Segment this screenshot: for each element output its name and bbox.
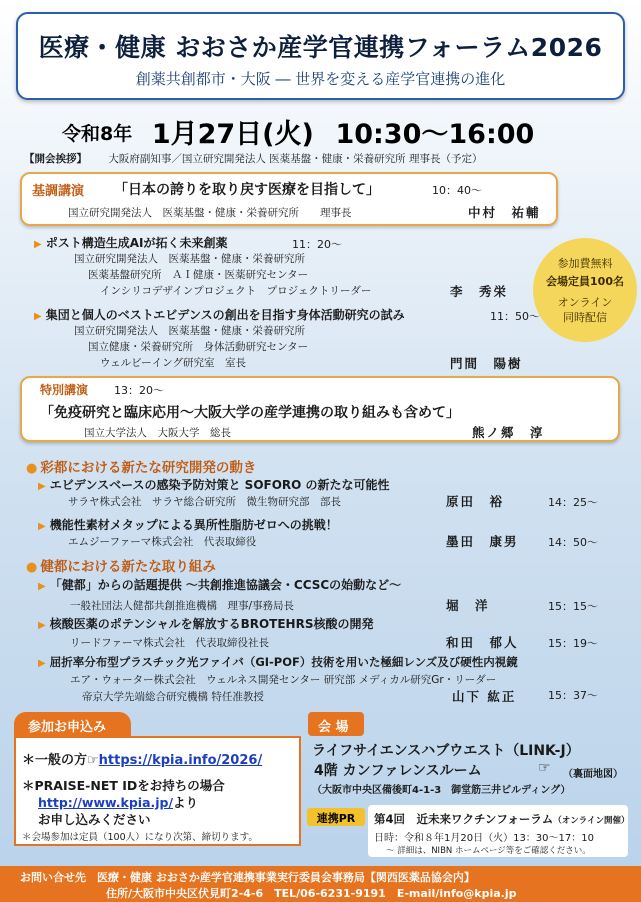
asterisk-icon: ＊ <box>22 753 36 768</box>
title-box <box>16 12 625 100</box>
talk-speaker: 門間 陽樹 <box>450 356 523 371</box>
section-saito <box>26 456 626 550</box>
fee-line1: 参加費無料 <box>557 257 613 270</box>
venue-room: 4階 カンファレンスルーム <box>314 763 482 779</box>
asterisk-icon: ＊ <box>22 778 35 793</box>
item-aff: リードファーマ株式会社 代表取締役社長 <box>70 637 269 649</box>
talk-aff1: 国立研究開発法人 医薬基盤・健康・栄養研究所 <box>74 325 305 337</box>
item-time: 15：37〜 <box>548 689 598 702</box>
pr-tag: 連携PR <box>307 808 365 826</box>
footer-contact: お問い合せ先 医療・健康 おおさか産学官連携事業実行委員会事務局【関西医薬品協会内】 <box>20 871 475 884</box>
pr-date: 日時：令和８年1月20日（火）13：30〜17：10 <box>374 833 594 844</box>
triangle-bullet-icon: ▶ <box>34 239 42 250</box>
apply-tag: 参加お申込み <box>14 712 131 736</box>
venue-address: （大阪市中央区備後町4-1-3 御堂筋三井ビルディング） <box>312 785 571 796</box>
special-lecture-box <box>20 376 620 442</box>
pr-title-note: （オンライン開催） <box>553 816 630 826</box>
talk-physical-activity <box>34 306 594 376</box>
item-title: 核酸医薬のポテンシャルを解放するBROTEHRS核酸の開発 <box>49 617 374 631</box>
page-subtitle: 創薬共創都市・大阪 ― 世界を変える産学官連携の進化 <box>135 70 506 88</box>
item-title: エビデンスベースの感染予防対策と SOFORO の新たな可能性 <box>49 478 390 492</box>
talk-ai-drug <box>34 234 534 304</box>
item-time: 15：19〜 <box>548 637 598 650</box>
special-label: 特別講演 <box>40 383 89 397</box>
special-affiliation: 国立大学法人 大阪大学 総長 <box>84 427 231 439</box>
keynote-speaker: 中村 祐輔 <box>468 205 541 220</box>
apply-note: ＊会場参加は定員（100人）になり次第、締切ります。 <box>22 832 258 843</box>
fee-line2: 会場定員100名 <box>546 275 624 288</box>
pointing-hand-icon: ☞ <box>538 760 551 776</box>
apply-line3: お申し込みください <box>38 812 151 827</box>
pr-detail: 〜 詳細は、NIBN ホームページ等をご確認ください。 <box>386 846 591 856</box>
venue-tag: 会 場 <box>308 712 364 736</box>
apply-url-general[interactable]: https://kpia.info/2026/ <box>98 753 263 768</box>
talk-title: 集団と個人のベストエビデンスの創出を目指す身体活動研究の試み <box>45 308 405 322</box>
keynote-title: 「日本の誇りを取り戻す医療を目指して」 <box>114 182 380 198</box>
venue-map-link[interactable]: （裏面地図） <box>563 769 623 780</box>
keynote-box <box>20 172 558 226</box>
section-heading: 彩都における新たな研究開発の動き <box>40 460 257 476</box>
event-date <box>62 112 622 150</box>
talk-speaker: 李 秀栄 <box>450 284 509 299</box>
keynote-time: 10：40〜 <box>432 184 482 197</box>
apply-url-praise[interactable]: http://www.kpia.jp/ <box>38 795 174 810</box>
pr-title: 第4回 近未来ワクチンフォーラム <box>374 812 554 826</box>
item-title: 「健都」からの話題提供 〜共創推進協議会・CCSCの始動など〜 <box>49 578 402 592</box>
item-aff: エア・ウォーター株式会社 ウェルネス開発センター 研究部 メディカル研究Gr・リーダー <box>70 674 497 686</box>
opening-remarks <box>24 151 624 166</box>
talk-aff1: 国立研究開発法人 医薬基盤・健康・栄養研究所 <box>74 253 305 265</box>
talk-time: 11：20〜 <box>292 238 342 251</box>
circle-bullet-icon: ● <box>26 560 38 575</box>
pr-box <box>368 805 628 857</box>
item-title: 屈折率分布型プラスチック光ファイバ（GI-POF）技術を用いた極細レンズ及び硬性内視鏡 <box>49 655 518 669</box>
venue-name: ライフサイエンスハブウエスト（LINK-J） <box>312 743 580 759</box>
opening-text: 大阪府副知事／国立研究開発法人 医薬基盤・健康・栄養研究所 理事長（予定） <box>108 153 483 165</box>
special-speaker: 熊ノ郷 淳 <box>472 425 545 440</box>
keynote-label: 基調講演 <box>32 184 85 199</box>
fee-line3: オンライン <box>557 296 613 309</box>
item-title: 機能性素材メタップによる異所性脂肪ゼロへの挑戦！ <box>49 518 338 532</box>
fee-line4: 同時配信 <box>563 311 607 324</box>
page-title: 医療・健康 おおさか産学官連携フォーラム2026 <box>38 33 603 62</box>
talk-aff2: 医薬基盤研究所 ＡＩ健康・医薬研究センター <box>88 269 309 281</box>
section-heading: 健都における新たな取り組み <box>40 559 216 575</box>
triangle-bullet-icon: ▶ <box>38 481 46 492</box>
keynote-affiliation: 国立研究開発法人 医薬基盤・健康・栄養研究所 理事長 <box>68 207 352 219</box>
footer <box>0 866 641 902</box>
talk-aff3: ウェルビーイング研究室 室長 <box>100 357 246 369</box>
date-time: 10:30〜16:00 <box>335 119 535 150</box>
special-time: 13：20〜 <box>114 384 164 397</box>
apply-box <box>14 736 301 846</box>
talk-time: 11：50〜 <box>490 310 540 323</box>
item-aff: エムジーファーマ株式会社 代表取締役 <box>68 536 257 548</box>
item-time: 14：50〜 <box>548 536 598 549</box>
triangle-bullet-icon: ▶ <box>38 658 46 669</box>
triangle-bullet-icon: ▶ <box>38 620 46 631</box>
footer-address: 住所/大阪市中央区伏見町2-4-6 TEL/06-6231-9191 E-mail/info@kpia.jp <box>106 887 517 900</box>
talk-aff3: インシリコデザインプロジェクト プロジェクトリーダー <box>100 285 372 297</box>
opening-label: 【開会挨拶】 <box>24 153 87 165</box>
date-day: 1月27日(火) <box>151 119 314 150</box>
item-speaker: 山下 紘正 <box>452 689 517 704</box>
item-time: 15：15〜 <box>548 600 598 613</box>
section-kento <box>26 555 636 705</box>
talk-aff2: 国立健康・栄養研究所 身体活動研究センター <box>88 341 309 353</box>
apply-line2: PRAISE-NET IDをお持ちの場合 <box>34 778 225 793</box>
special-title: 「免疫研究と臨床応用〜大阪大学の産学連携の取り組みも含めて」 <box>40 405 460 421</box>
item-aff: サラヤ株式会社 サラヤ総合研究所 微生物研究部 部長 <box>68 496 341 508</box>
item-aff: 一般社団法人健都共創推進機構 理事/事務局長 <box>70 600 295 612</box>
triangle-bullet-icon: ▶ <box>38 581 46 592</box>
item-speaker: 原田 裕 <box>446 494 505 509</box>
talk-title: ポスト構造生成AIが拓く未来創薬 <box>45 236 228 250</box>
apply-line1: 一般の方☞ <box>35 753 99 768</box>
triangle-bullet-icon: ▶ <box>38 521 46 532</box>
item-aff2: 帝京大学先端総合研究機構 特任准教授 <box>82 691 264 703</box>
venue-info <box>308 738 638 804</box>
item-time: 14：25〜 <box>548 496 598 509</box>
triangle-bullet-icon: ▶ <box>34 311 42 322</box>
circle-bullet-icon: ● <box>26 461 38 476</box>
apply-line2b: より <box>173 795 199 810</box>
item-speaker: 墨田 康男 <box>446 534 519 549</box>
item-speaker: 堀 洋 <box>446 598 490 613</box>
item-speaker: 和田 郁人 <box>446 635 519 650</box>
date-era: 令和8年 <box>62 123 133 145</box>
